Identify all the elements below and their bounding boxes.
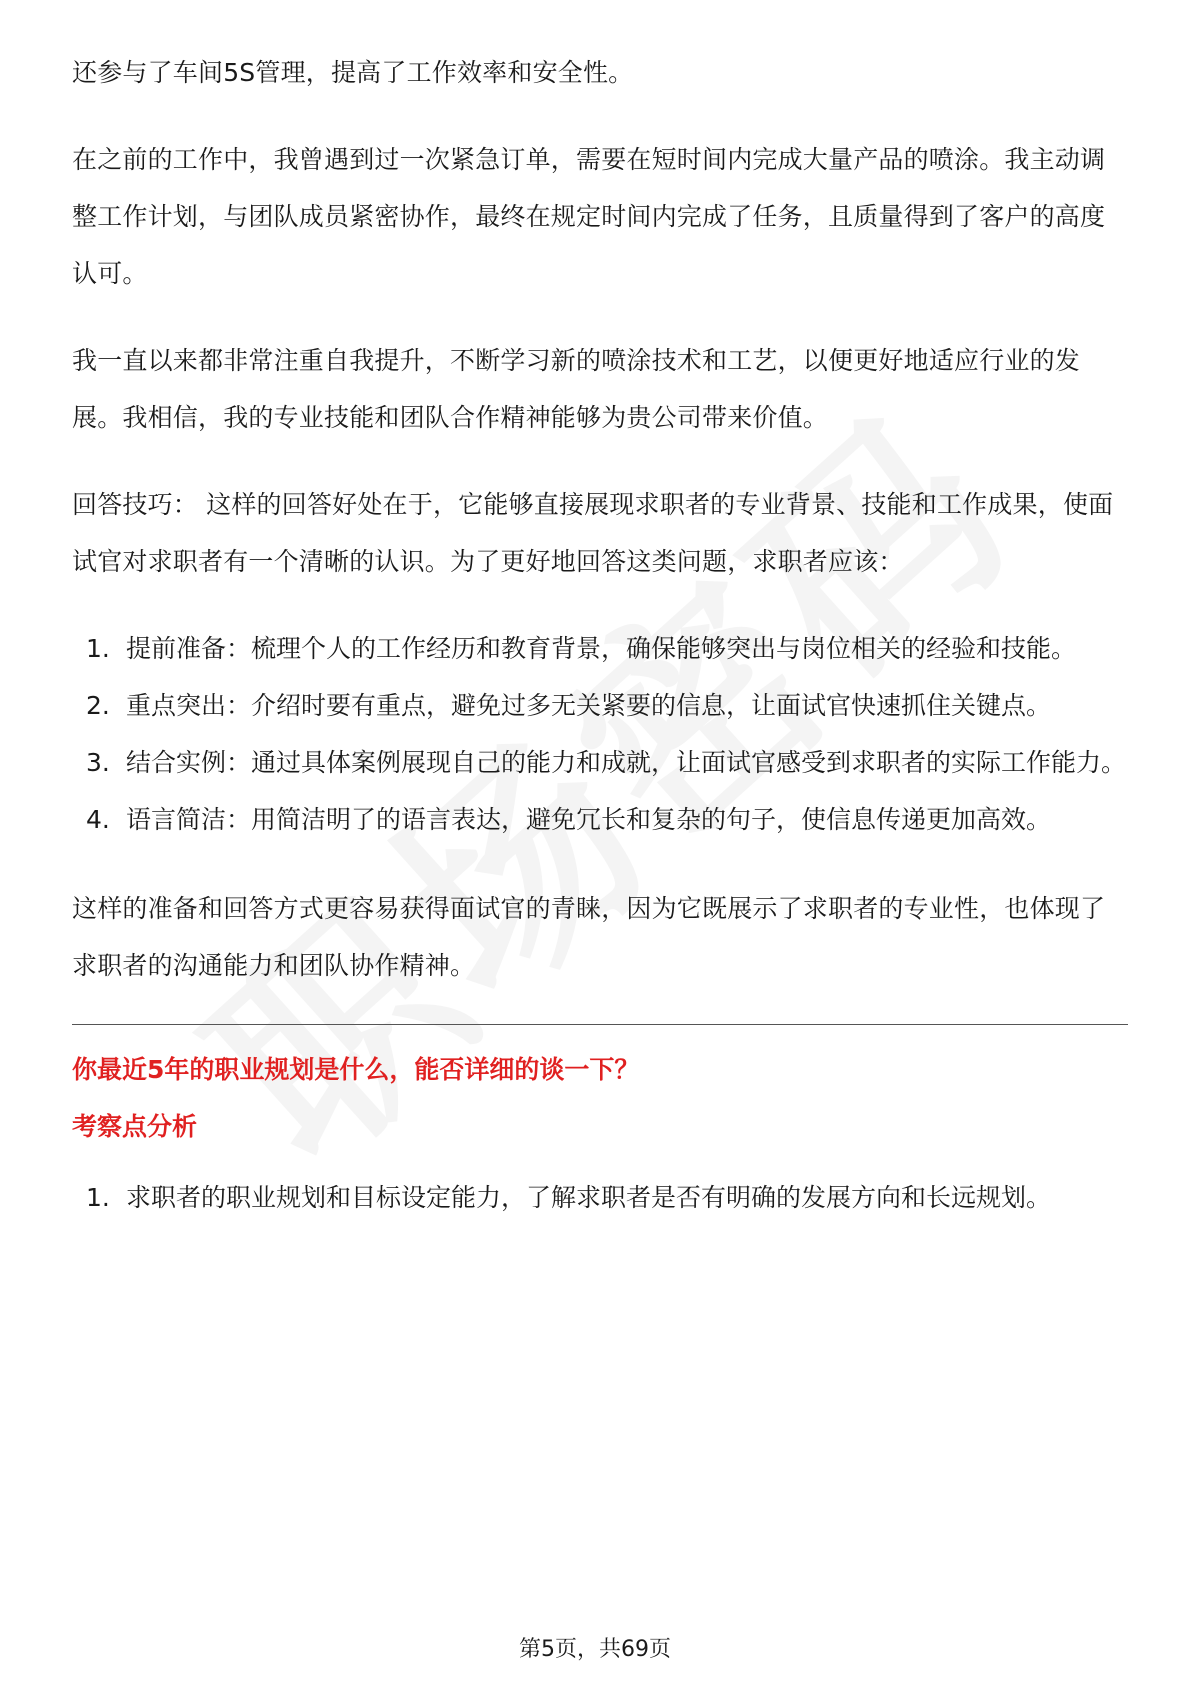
list-item-text: 重点突出：介绍时要有重点，避免过多无关紧要的信息，让面试官快速抓住关键点。 [126, 691, 1052, 720]
question-title: 你最近5年的职业规划是什么，能否详细的谈一下？ [72, 1055, 640, 1084]
content [72, 44, 1128, 1258]
paragraph-conclusion: 这样的准备和回答方式更容易获得面试官的青睐，因为它既展示了求职者的专业性，也体现了求职者的沟通能力和团队协作精神。 [72, 894, 1106, 980]
list-item [72, 791, 1128, 848]
list-item-text: 语言简洁：用简洁明了的语言表达，避免冗长和复杂的句子，使信息传递更加高效。 [126, 805, 1052, 834]
paragraph-urgent-order: 在之前的工作中，我曾遇到过一次紧急订单，需要在短时间内完成大量产品的喷涂。我主动调整工作计划，与团队成员紧密协作，最终在规定时间内完成了任务，且质量得到了客户的高度认可。 [72, 145, 1106, 288]
list-item-number: 3. [86, 748, 110, 777]
list-item-text: 提前准备：梳理个人的工作经历和教育背景，确保能够突出与岗位相关的经验和技能。 [126, 634, 1077, 663]
paragraph-self-improvement: 我一直以来都非常注重自我提升，不断学习新的喷涂技术和工艺，以便更好地适应行业的发展。我相信，我的专业技能和团队合作精神能够为贵公司带来价值。 [72, 346, 1081, 432]
list-item-number: 2. [86, 691, 110, 720]
list-item-number: 1. [86, 1183, 110, 1212]
paragraph-answer-tips: 回答技巧： 这样的回答好处在于，它能够直接展现求职者的专业背景、技能和工作成果，使面试官对求职者有一个清晰的认识。为了更好地回答这类问题，求职者应该： [72, 490, 1114, 576]
list-item-number: 4. [86, 805, 110, 834]
question-subtitle: 考察点分析 [72, 1112, 198, 1141]
list-item-text: 结合实例：通过具体案例展现自己的能力和成就，让面试官感受到求职者的实际工作能力。 [126, 748, 1127, 777]
page-footer: 第5页，共69页 [519, 1637, 671, 1662]
list-item-number: 1. [86, 634, 110, 663]
list-item [72, 620, 1128, 677]
analysis-list [72, 1169, 1128, 1226]
section-divider [72, 1024, 1128, 1025]
list-item [72, 677, 1128, 734]
list-item-text: 求职者的职业规划和目标设定能力，了解求职者是否有明确的发展方向和长远规划。 [126, 1183, 1052, 1212]
list-item [72, 734, 1128, 791]
list-item [72, 1169, 1128, 1226]
paragraph-intro: 还参与了车间5S管理，提高了工作效率和安全性。 [72, 58, 634, 87]
tips-list [72, 620, 1128, 848]
